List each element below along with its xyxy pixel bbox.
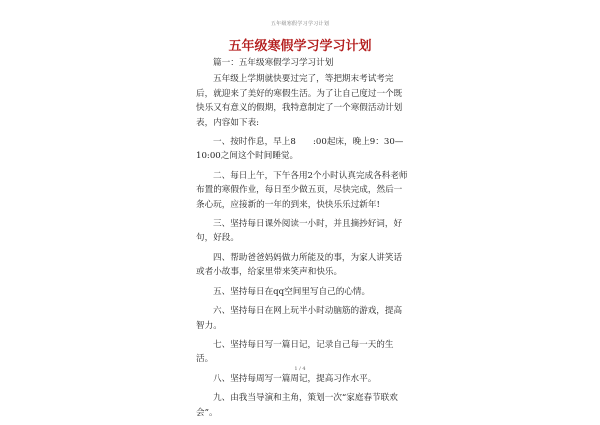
plan-item-2: 二、每日上午，下午各用2个小时认真完成各科老师布置的寒假作业，每日至少做五页，尽快完成，然后一条心玩，应接新的一年的到来，快快乐乐过新年!	[196, 170, 408, 210]
page-header: 五年级寒假学习学习计划	[270, 21, 330, 27]
page-number: 1 / 4	[294, 366, 306, 372]
intro-paragraph: 五年级上学期就快要过完了，等把期末考试考完后，就迎来了美好的寒假生活。为了让自己度过一个既快乐又有意义的假期，我特意制定了一个寒假活动计划表，内容如下表:	[196, 74, 403, 128]
plan-item-8: 八、坚持每周写一篇周记，提高习作水平。	[213, 373, 377, 384]
plan-item-7: 七、坚持每日写一篇日记，记录自己每一天的生活。	[196, 339, 394, 365]
plan-item-5: 五、坚持每日在qq空间里写自己的心情。	[213, 286, 371, 297]
plan-item-6: 六、坚持每日在网上玩半小时动脑筋的游戏，提高智力。	[196, 306, 403, 331]
plan-item-4: 四、帮助爸爸妈妈做力所能及的事，为家人讲笑话或者小故事，给家里带来笑声和快乐。	[196, 252, 403, 278]
plan-item-1: 一、按时作息，早上8 :00起床，晚上9：30—10:00之间这个时间睡觉。	[196, 137, 404, 162]
document-title: 五年级寒假学习学习计划	[228, 39, 372, 54]
plan-item-3: 三、坚持每日课外阅读一小时，并且摘抄好词，好句，好段。	[196, 219, 403, 244]
section-heading: 篇一：五年级寒假学习学习计划	[213, 58, 334, 68]
plan-item-9: 九、由我当导演和主角，策划一次“家庭春节联欢会”。	[196, 393, 398, 418]
